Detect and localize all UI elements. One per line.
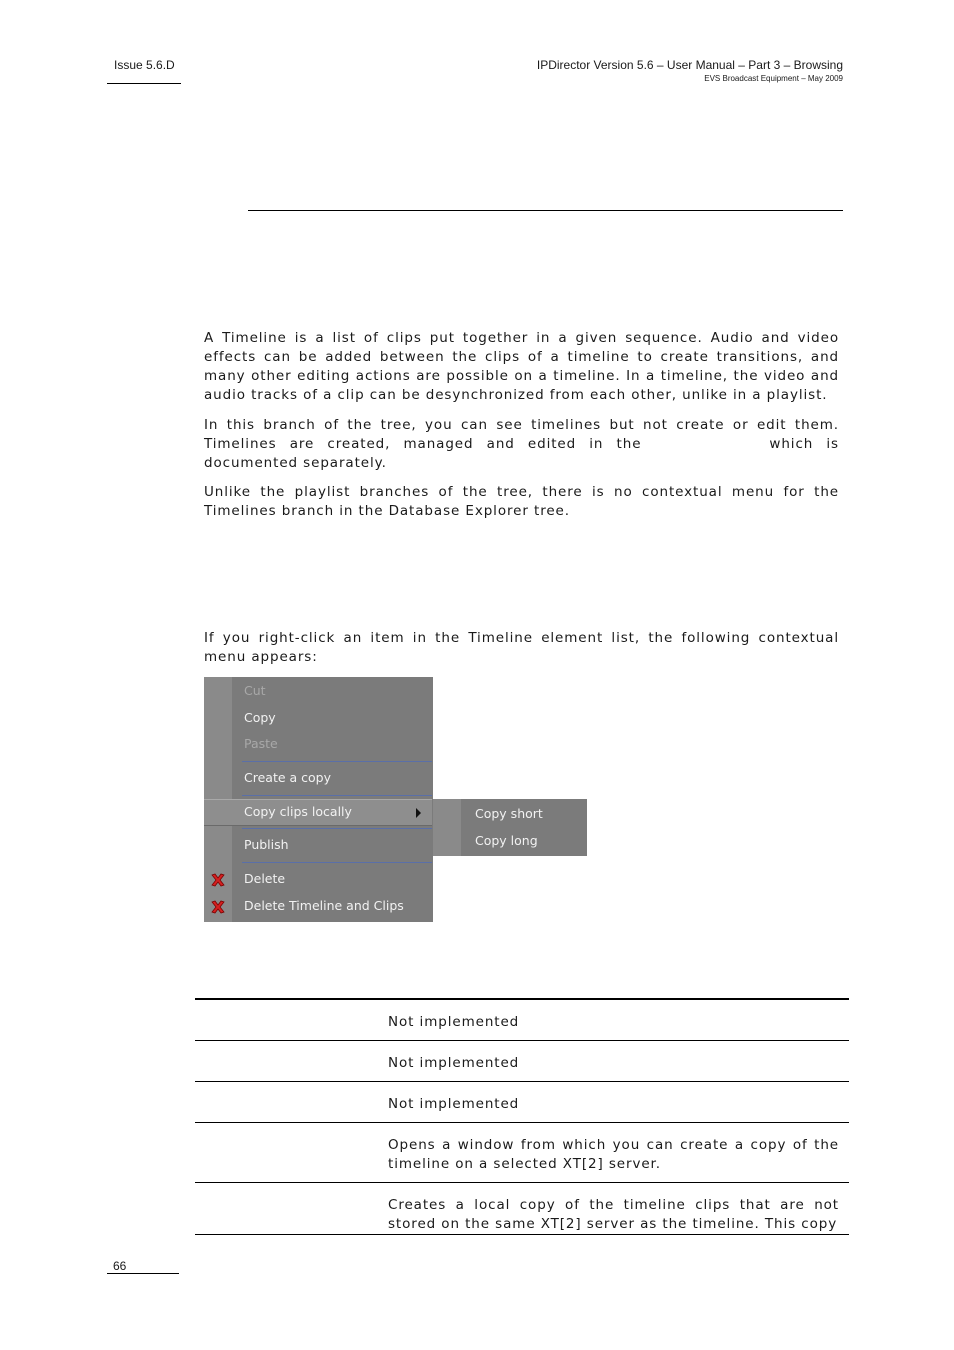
section-rule bbox=[248, 210, 843, 211]
paragraph-timeline-branch bbox=[204, 416, 839, 473]
page-number: 66 bbox=[113, 1259, 127, 1273]
table-row bbox=[195, 1000, 849, 1041]
footer-rule bbox=[107, 1273, 179, 1274]
table-cell-description: Opens a window from which you can create a copy of the timeline on a selected XT[2] server. bbox=[388, 1137, 839, 1172]
table-cell-description: Not implemented bbox=[388, 1055, 520, 1071]
table-row bbox=[195, 1183, 849, 1235]
menu-item-paste[interactable]: Paste bbox=[244, 736, 278, 751]
paragraph-no-contextual-menu: Unlike the playlist branches of the tree, there is no contextual menu for the Timelines branch in the Database Explorer tree. bbox=[204, 484, 839, 519]
delete-icon bbox=[210, 872, 226, 888]
submenu-item-copy-short[interactable]: Copy short bbox=[475, 806, 543, 821]
submenu-gutter bbox=[433, 799, 461, 856]
menu-item-cut[interactable]: Cut bbox=[244, 683, 266, 698]
context-menu bbox=[204, 677, 433, 922]
paragraph-timeline-branch-b: which is documented separately. bbox=[204, 436, 839, 471]
copy-clips-submenu bbox=[433, 799, 587, 856]
menu-item-copy[interactable]: Copy bbox=[244, 710, 276, 725]
paragraph-timeline-branch-a: In this branch of the tree, you can see timelines but not create or edit them. Timelines are created, managed and edited in the bbox=[204, 417, 839, 452]
paragraph-timeline-definition: A Timeline is a list of clips put together in a given sequence. Audio and video effects can be added between the clips of a timeline to create transitions, and many other editing actions are possible on a timeline. In a timeline, the video and audio tracks of a clip can be desynchronized from each other, unlike in a playlist. bbox=[204, 330, 839, 403]
table-row bbox=[195, 1123, 849, 1183]
menu-separator bbox=[242, 795, 432, 796]
header-rule bbox=[107, 83, 181, 84]
table-row bbox=[195, 1082, 849, 1123]
table-row bbox=[195, 1041, 849, 1082]
document-title: IPDirector Version 5.6 – User Manual – Part 3 – Browsing bbox=[536, 58, 843, 72]
paragraph-right-click: If you right-click an item in the Timeline element list, the following contextual menu appears: bbox=[204, 630, 839, 665]
menu-item-delete[interactable]: Delete bbox=[244, 871, 286, 886]
menu-item-copy-clips-locally[interactable]: Copy clips locally bbox=[244, 804, 352, 819]
submenu-arrow-icon bbox=[416, 808, 421, 818]
menu-item-publish[interactable]: Publish bbox=[244, 837, 289, 852]
menu-separator bbox=[242, 828, 432, 829]
delete-timeline-icon bbox=[210, 899, 226, 915]
issue-label: Issue 5.6.D bbox=[114, 58, 175, 72]
table-cell-description: Not implemented bbox=[388, 1096, 520, 1112]
menu-item-create-copy[interactable]: Create a copy bbox=[244, 770, 331, 785]
menu-separator bbox=[242, 761, 432, 762]
table-cell-description: Creates a local copy of the timeline clips that are not stored on the same XT[2] server as the timeline. This copy bbox=[388, 1197, 839, 1232]
menu-separator bbox=[242, 862, 432, 863]
document-header bbox=[537, 58, 843, 83]
menu-item-delete-timeline-clips[interactable]: Delete Timeline and Clips bbox=[244, 898, 404, 913]
document-subtitle: EVS Broadcast Equipment – May 2009 bbox=[704, 74, 843, 83]
table-cell-description: Not implemented bbox=[388, 1014, 520, 1030]
menu-items-table bbox=[195, 998, 849, 1235]
submenu-item-copy-long[interactable]: Copy long bbox=[475, 833, 538, 848]
